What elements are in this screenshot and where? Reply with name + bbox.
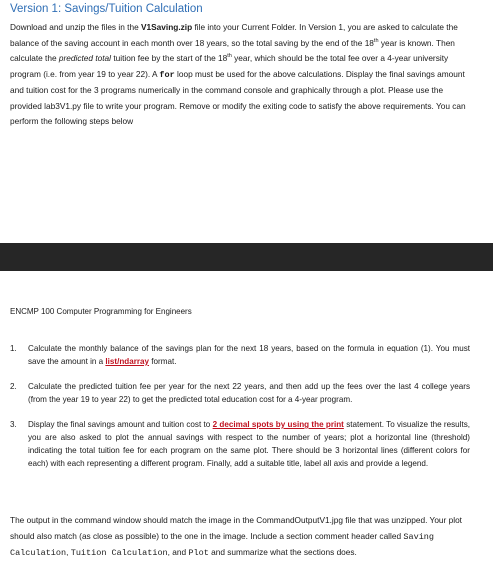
outro-text-3: , and <box>167 547 189 557</box>
page-break-bar <box>0 243 493 271</box>
zip-filename: V1Saving.zip <box>141 22 193 32</box>
step-number: 2. <box>10 382 17 391</box>
course-header: ENCMP 100 Computer Programming for Engineers <box>10 307 192 316</box>
step-text: Calculate the monthly balance of the savings plan for the next 18 years, based on the formula in equation (1). You must save the amount in a <box>28 344 470 366</box>
for-keyword: for <box>159 69 175 80</box>
print-statement-link[interactable]: 2 decimal spots by using the print <box>212 420 344 429</box>
intro-text-5: year, which should be the total fee over a 4-year university program (i.e. from year 19 to year 22). A <box>10 53 449 79</box>
section-heading: Version 1: Savings/Tuition Calculation <box>10 3 203 15</box>
step-text: format. <box>149 357 177 366</box>
page-lower <box>0 271 493 583</box>
intro-text-2: file into your Current Folder. In Version 1, you are asked to calculate the balance of the saving account in each month over 18 years, so the total saving by the end of the 18 <box>10 22 458 48</box>
steps-list <box>10 342 470 470</box>
ordinal-suffix: th <box>227 53 232 60</box>
predicted-total-emphasis: predicted total <box>58 53 112 63</box>
step-text: Calculate the predicted tuition fee per year for the next 22 years, and then add up the fees over the last 4 college years (from the year 19 to year 22) to get the predicted total education cost for a 4-year program. <box>28 382 470 404</box>
page-upper <box>0 0 493 243</box>
intro-text-1: Download and unzip the files in the <box>10 22 141 32</box>
plot-code: Plot <box>188 548 209 558</box>
outro-text-1: The output in the command window should match the image in the CommandOutputV1.jpg file that was unzipped. Your plot should also match (as close as possible) to the one in the image. Include a section comment header called <box>10 515 462 541</box>
step-number: 1. <box>10 344 17 353</box>
intro-text-6: loop must be used for the above calculations. Display the final savings amount and tuition cost for the 3 programs numerically in the command console and graphically through a plot. Please use the provided lab3V1.py file to write your program. Remove or modify the exiting code to satisfy the above requirements. You can perform the following steps below <box>10 68 466 126</box>
ordinal-suffix: th <box>373 37 379 44</box>
intro-paragraph <box>10 20 476 130</box>
outro-text-2: , <box>66 547 71 557</box>
outro-paragraph <box>10 513 476 562</box>
outro-text-4: and summarize what the sections does. <box>208 547 357 557</box>
step-item <box>10 342 470 368</box>
step-item <box>10 380 470 406</box>
intro-text-3: year is known. Then calculate the <box>10 37 455 63</box>
saving-calculation-code: Saving Calculation <box>10 531 435 558</box>
step-text: Display the final savings amount and tuition cost to <box>28 420 213 429</box>
step-number: 3. <box>10 420 17 429</box>
intro-text-4: tuition fee by the start of the 18 <box>111 53 228 63</box>
step-item <box>10 418 470 470</box>
tuition-calculation-code: Tuition Calculation <box>70 548 168 558</box>
list-ndarray-link[interactable]: list/ndarray <box>105 357 150 366</box>
step-text: statement. To visualize the results, you are also asked to plot the annual savings with respect to the number of years; plot a horizontal line (threshold) indicating the total tuition fee for each program on the same plot. There should be 3 horizontal lines (different colors for each) with each representing a different program. Finally, add a suitable title, label all axis and provide a legend. <box>28 420 471 468</box>
